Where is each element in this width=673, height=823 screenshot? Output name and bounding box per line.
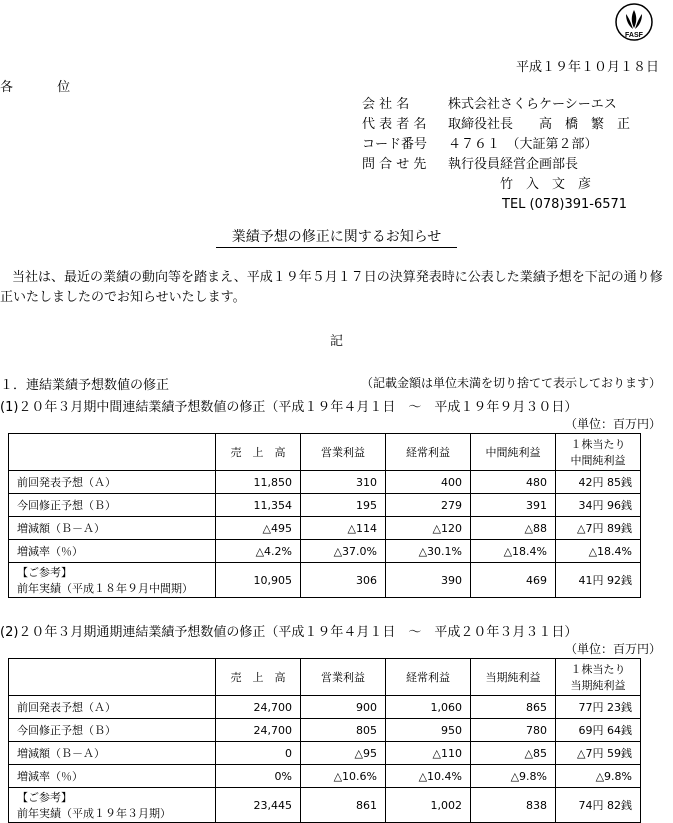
page-title: 業績予想の修正に関するお知らせ: [0, 226, 673, 246]
cell: 195: [301, 494, 386, 517]
reference-label: 【ご参考】 前年実績（平成１９年３月期）: [9, 788, 216, 823]
company-info: [362, 95, 630, 215]
cell: △120: [386, 517, 471, 540]
cell: △10.4%: [386, 765, 471, 788]
cell: 0%: [216, 765, 301, 788]
col-header: 当期純利益: [471, 659, 556, 696]
cell: 1,002: [386, 788, 471, 823]
forecast-table-full-year: [8, 658, 641, 823]
cell: 838: [471, 788, 556, 823]
row-label: 増減率（％）: [9, 765, 216, 788]
cell: 279: [386, 494, 471, 517]
cell: 74円 82銭: [556, 788, 641, 823]
row-label: 今回修正予想（Ｂ）: [9, 719, 216, 742]
company-row: 代 表 者 名 取締役社長 高 橋 繁 正: [362, 117, 631, 132]
cell: 900: [301, 696, 386, 719]
intro-paragraph: 当社は、最近の業績の動向等を踏まえ、平成１９年５月１７日の決算発表時に公表した業績予想を下記の通り修正いたしましたのでお知らせいたします。: [0, 270, 663, 305]
company-row: 竹 入 文 彦: [448, 177, 592, 192]
cell: △9.8%: [556, 765, 641, 788]
cell: 34円 96銭: [556, 494, 641, 517]
reference-row: [9, 788, 641, 823]
cell: 0: [216, 742, 301, 765]
cell: △37.0%: [301, 540, 386, 563]
cell: △495: [216, 517, 301, 540]
table-row: [9, 719, 641, 742]
row-label: 増減額（Ｂ－Ａ）: [9, 517, 216, 540]
cell: △95: [301, 742, 386, 765]
cell: 23,445: [216, 788, 301, 823]
cell: 1,060: [386, 696, 471, 719]
cell: △18.4%: [556, 540, 641, 563]
cell: 77円 23銭: [556, 696, 641, 719]
cell: 69円 64銭: [556, 719, 641, 742]
table2-subtitle: (2)２０年３月期通期連結業績予想数値の修正（平成１９年４月１日 ～ 平成２０年３月３１日）: [0, 625, 578, 640]
cell: 24,700: [216, 719, 301, 742]
cell: △110: [386, 742, 471, 765]
cell: 41円 92銭: [556, 563, 641, 598]
col-header: 売 上 高: [216, 434, 301, 471]
table-row: [9, 517, 641, 540]
cell: 10,905: [216, 563, 301, 598]
cell: △30.1%: [386, 540, 471, 563]
cell: 24,700: [216, 696, 301, 719]
company-row: TEL (078)391-6571: [502, 197, 628, 212]
company-row: 問 合 せ 先 執行役員経営企画部長: [362, 157, 579, 172]
addressee: 各 位: [0, 80, 91, 95]
table1-unit: （単位：百万円）: [564, 417, 661, 431]
col-header: 売 上 高: [216, 659, 301, 696]
cell: 400: [386, 471, 471, 494]
cell: 310: [301, 471, 386, 494]
col-header: 営業利益: [301, 434, 386, 471]
cell: △9.8%: [471, 765, 556, 788]
table-corner: [9, 434, 216, 471]
fasf-logo: [614, 2, 654, 42]
table1-subtitle: (1)２０年３月期中間連結業績予想数値の修正（平成１９年４月１日 ～ 平成１９年９月３０日）: [0, 400, 578, 415]
cell: △114: [301, 517, 386, 540]
cell: 950: [386, 719, 471, 742]
reference-row: [9, 563, 641, 598]
cell: 11,354: [216, 494, 301, 517]
cell: 805: [301, 719, 386, 742]
col-header: 中間純利益: [471, 434, 556, 471]
table-row: [9, 540, 641, 563]
cell: △4.2%: [216, 540, 301, 563]
forecast-table-interim: [8, 433, 641, 598]
table-corner: [9, 659, 216, 696]
col-header: １株当たり 当期純利益: [556, 659, 641, 696]
row-label: 前回発表予想（Ａ）: [9, 471, 216, 494]
cell: 306: [301, 563, 386, 598]
cell: 391: [471, 494, 556, 517]
cell: 861: [301, 788, 386, 823]
company-row: コード番号 ４７６１ （大証第２部）: [362, 137, 598, 152]
col-header: １株当たり 中間純利益: [556, 434, 641, 471]
cell: 390: [386, 563, 471, 598]
cell: △18.4%: [471, 540, 556, 563]
cell: △7円 89銭: [556, 517, 641, 540]
table-row: [9, 494, 641, 517]
company-row: 会 社 名 株式会社さくらケーシーエス: [362, 97, 617, 112]
row-label: 増減率（％）: [9, 540, 216, 563]
cell: 480: [471, 471, 556, 494]
table-row: [9, 696, 641, 719]
cell: △85: [471, 742, 556, 765]
table-row: [9, 765, 641, 788]
cell: 11,850: [216, 471, 301, 494]
table-row: [9, 471, 641, 494]
reference-label: 【ご参考】 前年実績（平成１８年９月中間期）: [9, 563, 216, 598]
row-label: 増減額（Ｂ－Ａ）: [9, 742, 216, 765]
row-label: 前回発表予想（Ａ）: [9, 696, 216, 719]
table-row: [9, 742, 641, 765]
cell: △7円 59銭: [556, 742, 641, 765]
section-heading: １．連結業績予想数値の修正: [0, 378, 170, 393]
logo-text: FASF: [625, 32, 643, 39]
cell: △10.6%: [301, 765, 386, 788]
col-header: 営業利益: [301, 659, 386, 696]
cell: 865: [471, 696, 556, 719]
table2-unit: （単位：百万円）: [564, 642, 661, 656]
cell: △88: [471, 517, 556, 540]
col-header: 経常利益: [386, 434, 471, 471]
document-date: 平成１９年１０月１８日: [515, 60, 659, 75]
ki-heading: 記: [329, 334, 343, 349]
cell: 42円 85銭: [556, 471, 641, 494]
cell: 780: [471, 719, 556, 742]
col-header: 経常利益: [386, 659, 471, 696]
cell: 469: [471, 563, 556, 598]
amount-note: （記載金額は単位未満を切り捨てて表示しております）: [360, 376, 661, 390]
row-label: 今回修正予想（Ｂ）: [9, 494, 216, 517]
